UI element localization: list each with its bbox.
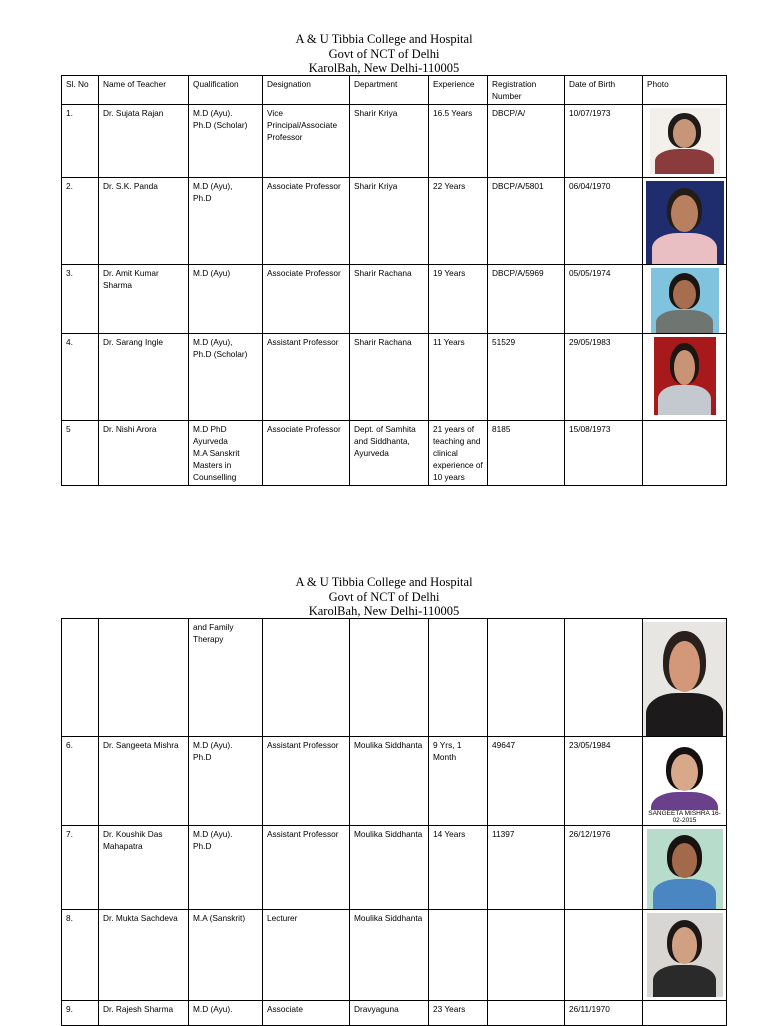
serial-number-text: 1. [66,108,73,118]
registration-number [488,619,565,737]
designation [263,619,350,737]
photo-shoulders [655,149,714,174]
date-of-birth [565,421,643,486]
college-name: A & U Tibbia College and Hospital [295,32,473,46]
serial-number [62,105,99,178]
teacher-name [99,421,189,486]
photo-shoulders [652,233,718,264]
department-text: Sharir Kriya [354,181,398,191]
experience [429,178,488,265]
designation-text: Associate Professor [267,181,341,191]
col-header: Experience [429,76,488,105]
teacher-name [99,737,189,826]
teacher-name [99,1001,189,1026]
designation-text: Vice Principal/Associate Professor [267,108,338,142]
designation-text: Assistant Professor [267,740,339,750]
serial-number [62,1001,99,1026]
designation-text: Lecturer [267,913,298,923]
table-row [62,105,727,178]
photo-face [673,280,696,310]
photo-cell [643,1001,727,1026]
teacher-name-text: Dr. Koushik Das Mahapatra [103,829,163,851]
date-of-birth [565,265,643,334]
department [350,421,429,486]
designation [263,334,350,421]
teacher-name-text: Dr. Nishi Arora [103,424,157,434]
qualification [189,826,263,910]
photo-shoulders [653,965,717,997]
teacher-name [99,826,189,910]
col-header: Qualification [189,76,263,105]
address: KarolBah, New Delhi-110005 [308,61,460,75]
photo-shoulders [658,385,710,415]
table-row [62,178,727,265]
department-text: Dept. of Samhita and Siddhanta, Ayurveda [354,424,416,458]
photo-face [672,843,698,878]
experience-text: 23 Years [433,1004,466,1014]
table-row [62,334,727,421]
experience-text: 9 Yrs, 1 Month [433,740,462,762]
photo-nishi-arora [643,622,727,736]
date-of-birth-text: 23/05/1984 [569,740,611,750]
date-of-birth [565,619,643,737]
serial-number-text: 7. [66,829,73,839]
photo-cell [643,619,727,737]
photo-shoulders [646,693,723,736]
photo-sarang-ingle [654,337,716,415]
registration-number-text: 8185 [492,424,511,434]
department-text: Sharir Rachana [354,337,412,347]
photo-sujata-rajan [650,108,720,174]
qualification [189,421,263,486]
faculty-table-page2 [61,618,727,1026]
table-row [62,910,727,1001]
experience-text: 11 Years [433,337,465,347]
registration-number-text: 51529 [492,337,516,347]
photo-cell [643,910,727,1001]
photo-cell [643,737,727,826]
date-of-birth-text: 26/12/1976 [569,829,611,839]
serial-number-text: 9. [66,1004,73,1014]
qualification-text: M.D PhD Ayurveda M.A Sanskrit Masters in Counselling [193,424,240,482]
department-text: Dravyaguna [354,1004,399,1014]
registration-number [488,421,565,486]
experience-text: 19 Years [433,268,466,278]
date-of-birth [565,910,643,1001]
table-row [62,737,727,826]
qualification-text: and Family Therapy [193,622,234,644]
experience-text: 21 years of teaching and clinical experience of 10 years [433,424,483,482]
teacher-name-text: Dr. Amit Kumar Sharma [103,268,159,290]
experience [429,737,488,826]
registration-number-text: DBCP/A/ [492,108,526,118]
table-header-row [62,76,727,105]
photo-cell [643,105,727,178]
photo-koushik-das-mahapatra [647,829,723,909]
govt-name: Govt of NCT of Delhi [328,589,440,604]
address: KarolBah, New Delhi-110005 [308,604,460,618]
designation [263,178,350,265]
photo-sk-panda [646,181,724,265]
experience-text: 16.5 Years [433,108,473,118]
date-of-birth [565,334,643,421]
date-of-birth [565,178,643,265]
department-text: Moulika Siddhanta [354,829,423,839]
department-text: Moulika Siddhanta [354,740,423,750]
designation-text: Assistant Professor [267,337,339,347]
department [350,178,429,265]
registration-number-text: DBCP/A/5969 [492,268,544,278]
qualification-text: M.D (Ayu). Ph.D (Scholar) [193,108,248,130]
registration-number [488,737,565,826]
department [350,1001,429,1026]
table-row [62,265,727,334]
date-of-birth-text: 10/07/1973 [569,108,611,118]
qualification-text: M.D (Ayu). Ph.D [193,740,233,762]
teacher-name [99,910,189,1001]
experience [429,619,488,737]
experience [429,334,488,421]
serial-number [62,826,99,910]
registration-number-text: DBCP/A/5801 [492,181,544,191]
registration-number-text: 11397 [492,829,515,839]
registration-number [488,334,565,421]
experience [429,1001,488,1026]
qualification-text: M.D (Ayu) [193,268,231,278]
date-of-birth [565,105,643,178]
registration-number-text: 49647 [492,740,516,750]
date-of-birth [565,826,643,910]
col-header: Date of Birth [565,76,643,105]
photo-sangeeta-mishra [645,740,725,824]
photo-shoulders [656,310,713,333]
registration-number [488,178,565,265]
photo-cell [643,265,727,334]
photo-shoulders [653,879,717,909]
department [350,334,429,421]
teacher-name [99,334,189,421]
qualification-text: M.D (Ayu). [193,1004,233,1014]
designation-text: Associate [267,1004,303,1014]
photo-cell [643,178,727,265]
serial-number [62,178,99,265]
date-of-birth-text: 05/05/1974 [569,268,611,278]
experience-text: 14 Years [433,829,466,839]
designation [263,826,350,910]
date-of-birth-text: 29/05/1983 [569,337,611,347]
designation [263,105,350,178]
experience [429,105,488,178]
serial-number-text: 3. [66,268,73,278]
serial-number-text: 8. [66,913,73,923]
page2-header [0,575,768,619]
table-row [62,1001,727,1026]
designation [263,737,350,826]
photo-cell [643,421,727,486]
table-row [62,826,727,910]
experience-text: 22 Years [433,181,466,191]
designation-text: Associate Professor [267,268,341,278]
department [350,826,429,910]
teacher-name [99,178,189,265]
qualification [189,105,263,178]
teacher-name-text: Dr. Sujata Rajan [103,108,164,118]
photo-face [674,350,695,384]
photo-mukta-sachdeva [647,913,723,997]
experience [429,826,488,910]
page1-header [0,32,768,76]
department [350,105,429,178]
teacher-name-text: Dr. Rajesh Sharma [103,1004,174,1014]
photo-face [673,119,697,148]
designation [263,1001,350,1026]
department [350,619,429,737]
department-text: Sharir Rachana [354,268,412,278]
photo-cell [643,334,727,421]
qualification [189,737,263,826]
col-header: Photo [643,76,727,105]
qualification [189,1001,263,1026]
designation-text: Associate Professor [267,424,341,434]
designation-text: Assistant Professor [267,829,339,839]
photo-amit-kumar-sharma [651,268,719,334]
registration-number [488,910,565,1001]
teacher-name-text: Dr. Sangeeta Mishra [103,740,179,750]
date-of-birth-text: 06/04/1970 [569,181,611,191]
qualification-text: M.D (Ayu), Ph.D [193,181,233,203]
department [350,265,429,334]
photo-cell [643,826,727,910]
col-header: Designation [263,76,350,105]
qualification [189,619,263,737]
qualification [189,178,263,265]
govt-name: Govt of NCT of Delhi [328,46,440,61]
department [350,737,429,826]
registration-number [488,1001,565,1026]
col-header: Department [350,76,429,105]
qualification-text: M.A (Sanskrit) [193,913,246,923]
teacher-name-text: Dr. S.K. Panda [103,181,158,191]
serial-number-text: 2. [66,181,73,191]
serial-number-text: 4. [66,337,73,347]
qualification-text: M.D (Ayu), Ph.D (Scholar) [193,337,248,359]
table-row [62,421,727,486]
serial-number-text: 6. [66,740,73,750]
qualification [189,910,263,1001]
teacher-name-text: Dr. Sarang Ingle [103,337,163,347]
photo-face [672,927,698,964]
serial-number [62,737,99,826]
serial-number [62,619,99,737]
qualification-text: M.D (Ayu). Ph.D [193,829,233,851]
date-of-birth-text: 26/11/1970 [569,1004,610,1014]
photo-caption: SANGEETA MISHRA 16-02-2015 [645,810,725,824]
department [350,910,429,1001]
serial-number [62,910,99,1001]
department-text: Moulika Siddhanta [354,913,423,923]
designation [263,910,350,1001]
experience [429,421,488,486]
experience [429,265,488,334]
photo-face [669,641,700,691]
serial-number-text: 5 [66,424,71,434]
registration-number [488,265,565,334]
registration-number [488,826,565,910]
col-header: Registration Number [488,76,565,105]
photo-face [671,754,698,791]
serial-number [62,265,99,334]
teacher-name [99,105,189,178]
table-row [62,619,727,737]
qualification [189,334,263,421]
date-of-birth [565,737,643,826]
col-header: Name of Teacher [99,76,189,105]
serial-number [62,421,99,486]
qualification [189,265,263,334]
department-text: Sharir Kriya [354,108,398,118]
experience [429,910,488,1001]
college-name: A & U Tibbia College and Hospital [295,575,473,589]
date-of-birth-text: 15/08/1973 [569,424,611,434]
serial-number [62,334,99,421]
faculty-table-page1 [61,75,727,486]
teacher-name [99,265,189,334]
date-of-birth [565,1001,643,1026]
designation [263,421,350,486]
teacher-name-text: Dr. Mukta Sachdeva [103,913,178,923]
teacher-name [99,619,189,737]
registration-number [488,105,565,178]
col-header: Sl. No [62,76,99,105]
designation [263,265,350,334]
